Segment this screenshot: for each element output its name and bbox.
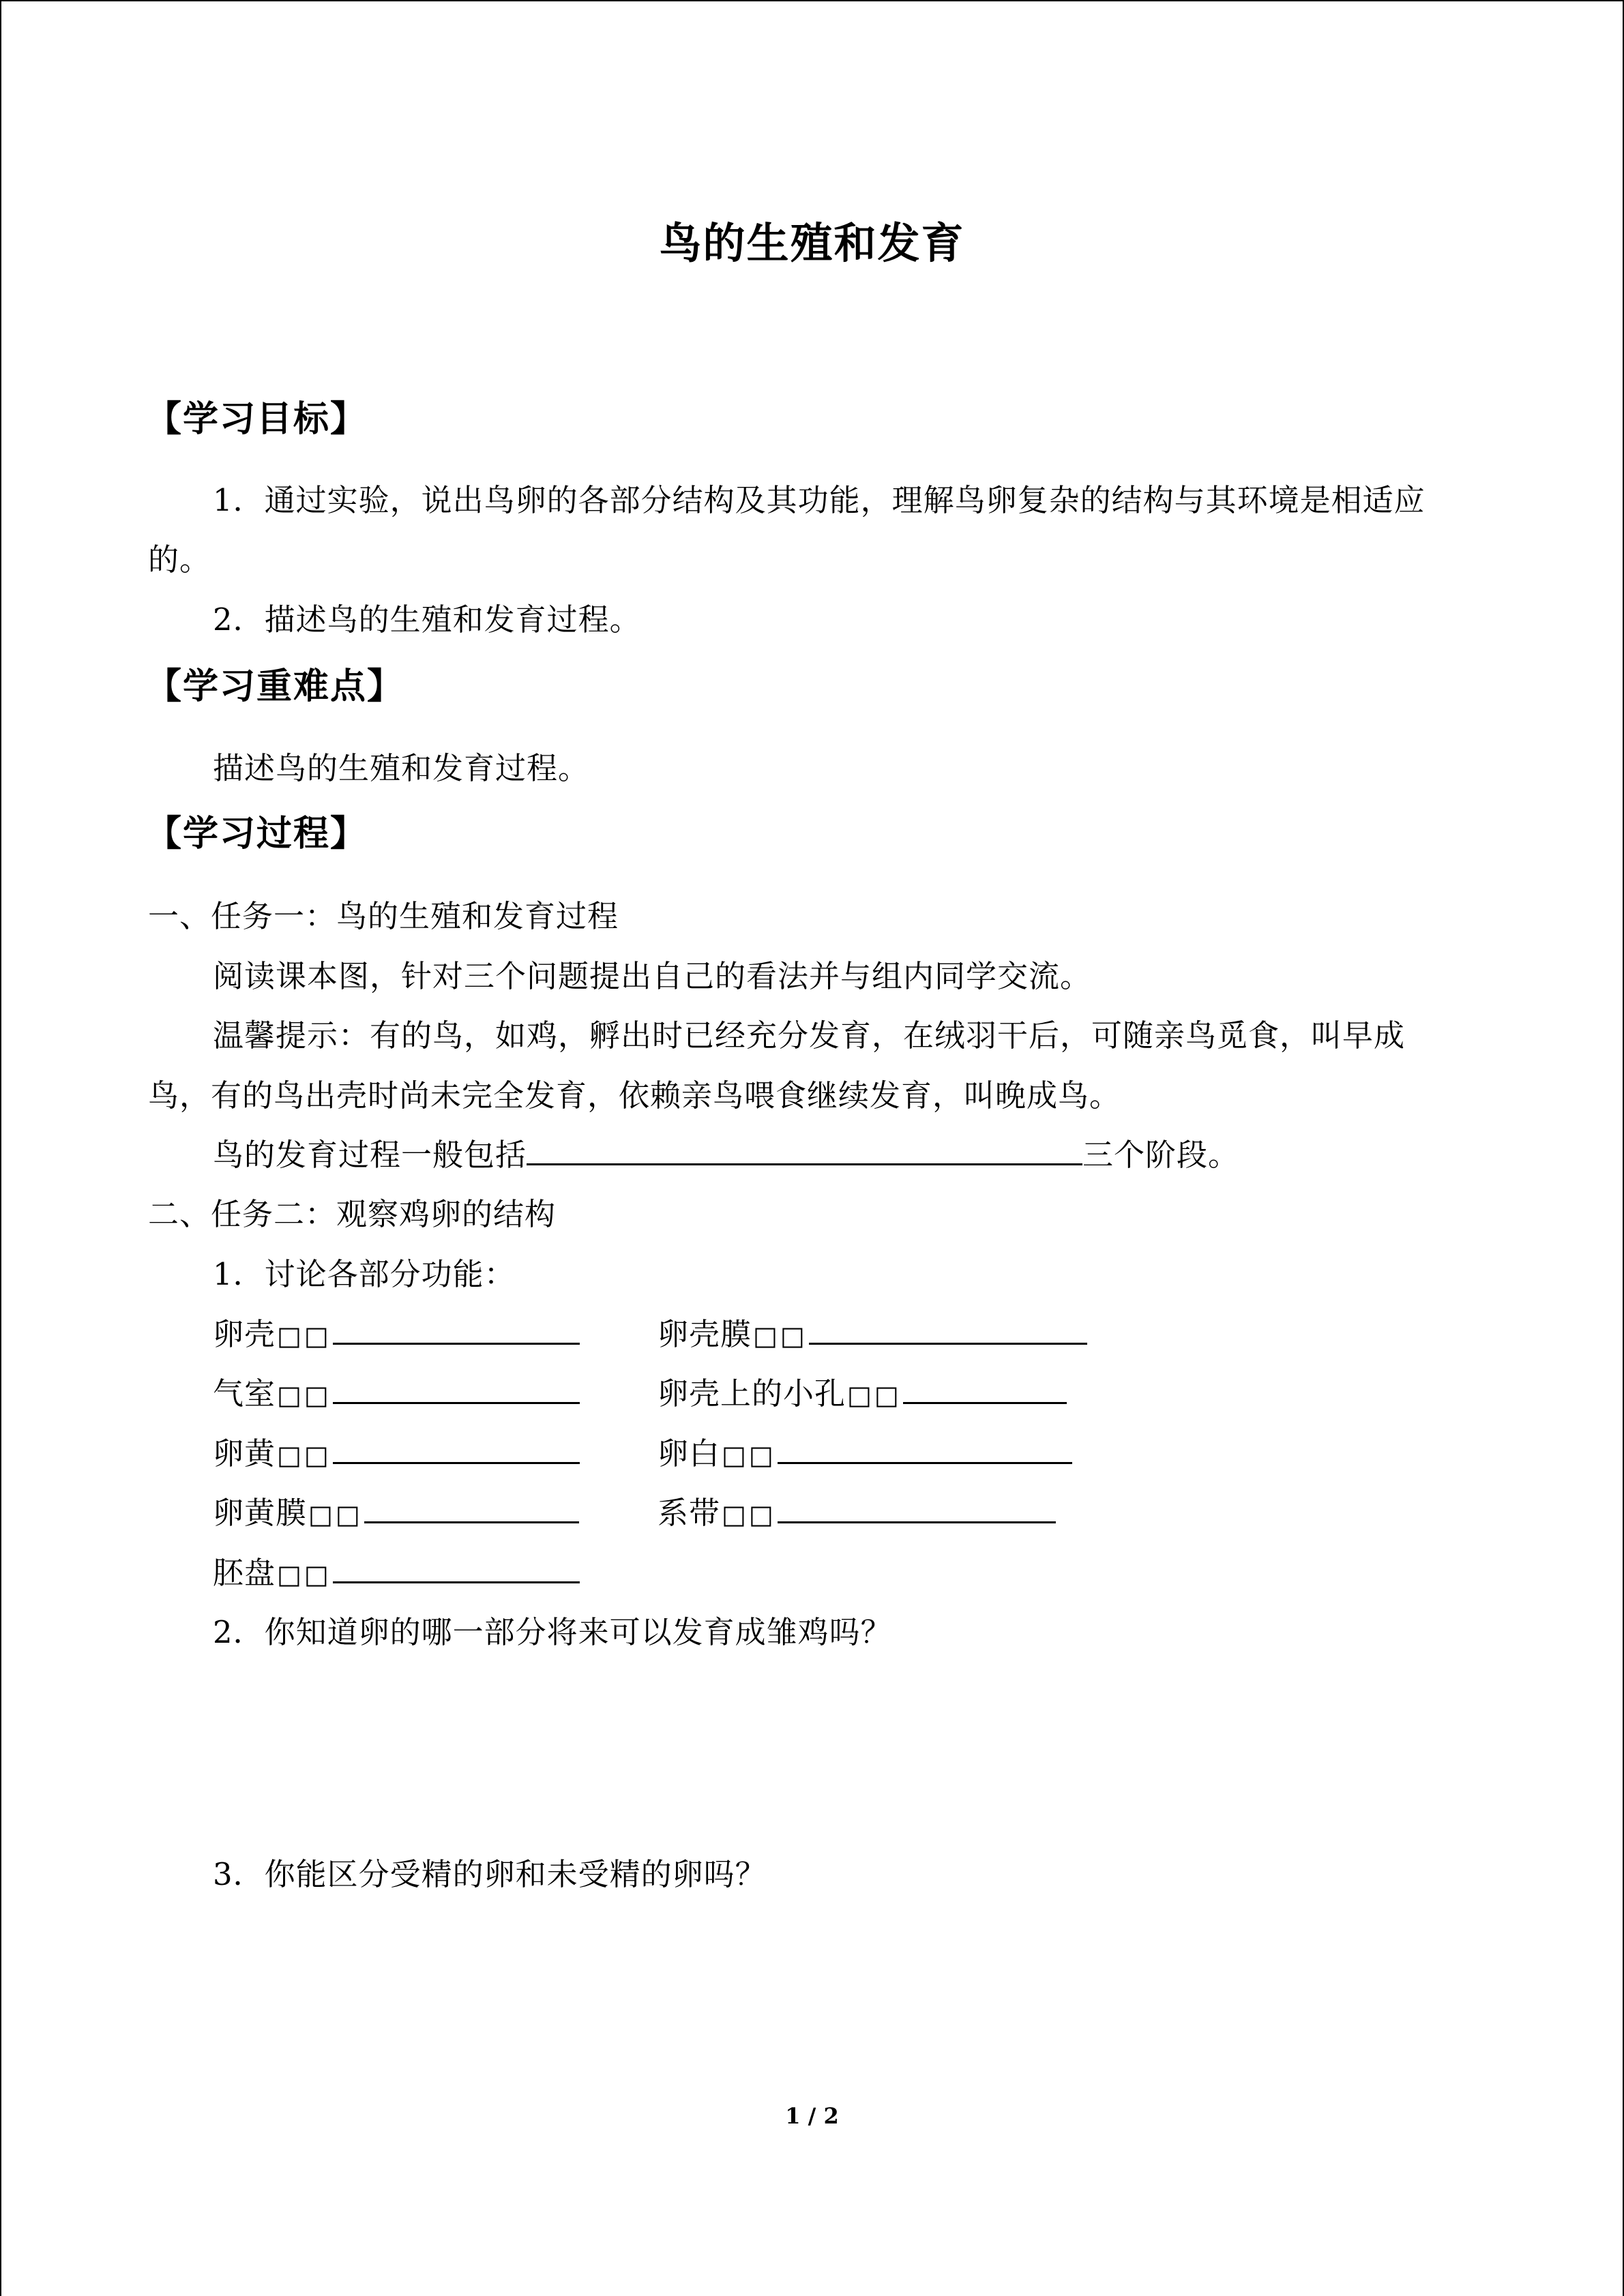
goal-2: 2．描述鸟的生殖和发育过程。 bbox=[213, 601, 641, 638]
part-row-shell-pores bbox=[658, 1369, 1067, 1413]
task2-q1: 1．讨论各部分功能： bbox=[213, 1256, 516, 1292]
page-number: 1 / 2 bbox=[785, 2103, 839, 2129]
goal-1-line1: 1．通过实验，说出鸟卵的各部分结构及其功能，理解鸟卵复杂的结构与其环境是相适应 bbox=[213, 482, 1426, 518]
answer-blank-yolk[interactable] bbox=[333, 1432, 580, 1464]
box-glyphs: □□ bbox=[277, 1321, 331, 1351]
process-heading: 【学习过程】 bbox=[146, 814, 368, 854]
box-glyphs: □□ bbox=[277, 1380, 331, 1410]
answer-blank-germinal-disc[interactable] bbox=[333, 1551, 580, 1583]
answer-blank-shell[interactable] bbox=[333, 1313, 580, 1345]
task1-fill-line bbox=[213, 1130, 1239, 1174]
task2-title: 二、任务二：观察鸡卵的结构 bbox=[148, 1196, 557, 1232]
task1-tip-line1: 温馨提示：有的鸟，如鸡，孵出时已经充分发育，在绒羽干后，可随亲鸟觅食，叫早成 bbox=[213, 1017, 1406, 1054]
goals-heading: 【学习目标】 bbox=[146, 399, 368, 440]
part-row-yolk-membrane bbox=[213, 1488, 579, 1532]
answer-blank-yolk-membrane[interactable] bbox=[364, 1491, 579, 1523]
box-glyphs: □□ bbox=[722, 1500, 776, 1530]
part-row-chalaza bbox=[658, 1488, 1056, 1532]
stages-answer-blank[interactable] bbox=[527, 1133, 1082, 1165]
part-row-germinal-disc bbox=[213, 1548, 580, 1592]
part-row-shell-membrane bbox=[658, 1309, 1087, 1354]
part-row-shell bbox=[213, 1309, 580, 1354]
part-label-germinal-disc: 胚盘 bbox=[213, 1555, 276, 1591]
task1-title: 一、任务一：鸟的生殖和发育过程 bbox=[148, 898, 619, 934]
fill-suffix: 三个阶段。 bbox=[1082, 1137, 1240, 1173]
answer-blank-shell-membrane[interactable] bbox=[809, 1313, 1087, 1345]
part-label-air-cell: 气室 bbox=[213, 1375, 276, 1412]
box-glyphs: □□ bbox=[847, 1380, 902, 1410]
part-label-albumen: 卵白 bbox=[658, 1435, 721, 1472]
part-label-yolk: 卵黄 bbox=[213, 1435, 276, 1472]
part-label-yolk-membrane: 卵黄膜 bbox=[213, 1495, 308, 1531]
part-label-shell-pores: 卵壳上的小孔 bbox=[658, 1375, 846, 1412]
box-glyphs: □□ bbox=[277, 1560, 331, 1590]
task1-instruction: 阅读课本图，针对三个问题提出自己的看法并与组内同学交流。 bbox=[213, 958, 1092, 994]
part-label-shell: 卵壳 bbox=[213, 1316, 276, 1352]
fill-prefix: 鸟的发育过程一般包括 bbox=[213, 1137, 527, 1173]
answer-blank-shell-pores[interactable] bbox=[903, 1372, 1067, 1404]
part-row-albumen bbox=[658, 1429, 1072, 1473]
box-glyphs: □□ bbox=[722, 1440, 776, 1470]
keypoints-text: 描述鸟的生殖和发育过程。 bbox=[213, 750, 590, 786]
task1-tip-line2: 鸟，有的鸟出壳时尚未完全发育，依赖亲鸟喂食继续发育，叫晚成鸟。 bbox=[148, 1077, 1121, 1114]
answer-blank-albumen[interactable] bbox=[778, 1432, 1072, 1464]
page-title: 鸟的生殖和发育 bbox=[659, 218, 965, 268]
box-glyphs: □□ bbox=[753, 1321, 808, 1351]
answer-blank-air-cell[interactable] bbox=[333, 1372, 580, 1404]
part-row-yolk bbox=[213, 1429, 580, 1473]
answer-blank-chalaza[interactable] bbox=[778, 1491, 1056, 1523]
box-glyphs: □□ bbox=[308, 1500, 363, 1530]
goal-1-line2: 的。 bbox=[148, 541, 211, 578]
task2-q3: 3．你能区分受精的卵和未受精的卵吗？ bbox=[213, 1856, 767, 1892]
keypoints-heading: 【学习重难点】 bbox=[146, 666, 404, 707]
part-label-chalaza: 系带 bbox=[658, 1495, 721, 1531]
task2-q2: 2．你知道卵的哪一部分将来可以发育成雏鸡吗？ bbox=[213, 1614, 892, 1650]
part-row-air-cell bbox=[213, 1369, 580, 1413]
part-label-shell-membrane: 卵壳膜 bbox=[658, 1316, 752, 1352]
box-glyphs: □□ bbox=[277, 1440, 331, 1470]
